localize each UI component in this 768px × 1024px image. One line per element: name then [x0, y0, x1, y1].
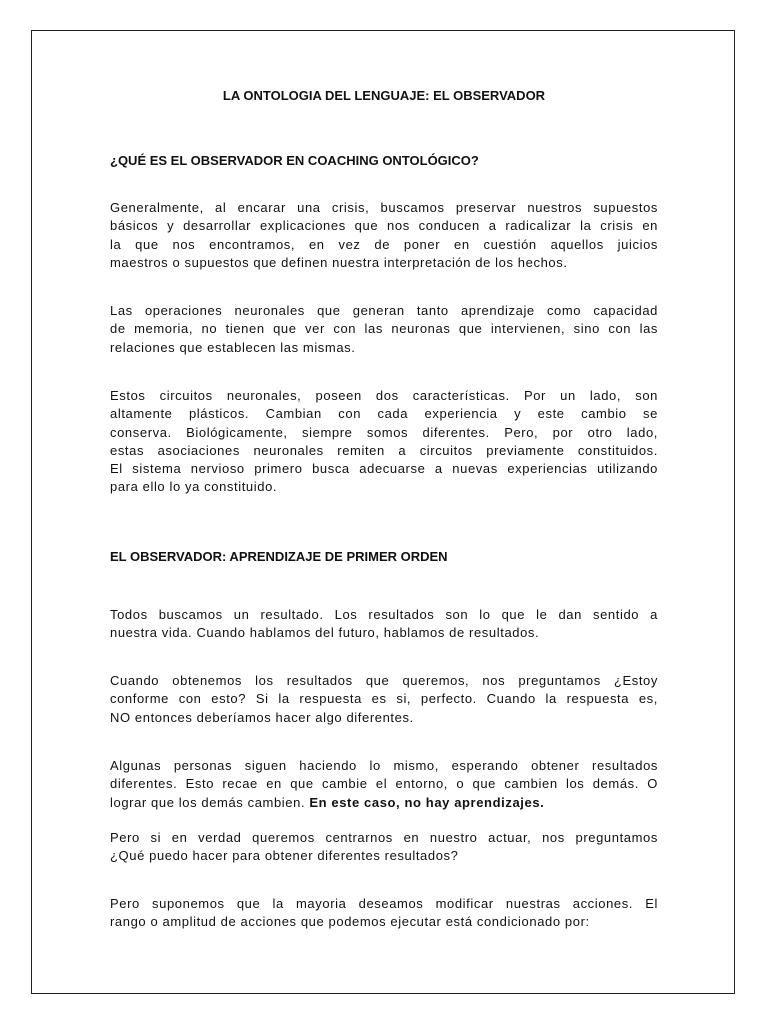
- paragraph-line: diferentes. Esto recae en que cambie el entorno, o que cambien los demás. O: [110, 776, 658, 792]
- paragraph-crisis: [110, 199, 658, 272]
- paragraph-line: Cuando obtenemos los resultados que queremos, nos preguntamos ¿Estoy: [110, 673, 658, 688]
- emphasis-text: En este caso, no hay aprendizajes.: [309, 794, 545, 810]
- paragraph-line: estas asociaciones neuronales remiten a circuitos previamente constituidos.: [110, 442, 658, 458]
- paragraph-resultados: [110, 606, 658, 643]
- paragraph-line: El sistema nervioso primero busca adecuarse a nuevas experiencias utilizando: [110, 461, 658, 477]
- paragraph-line: la que nos encontramos, en vez de poner en cuestión aquellos juicios: [110, 236, 658, 252]
- paragraph-line: Estos circuitos neuronales, poseen dos características. Por un lado, son: [110, 388, 658, 403]
- paragraph-line: maestros o supuestos que definen nuestra interpretación de los hechos.: [110, 254, 568, 270]
- paragraph-line-mixed: [110, 794, 658, 812]
- section-heading-aprendizaje-primer-orden: EL OBSERVADOR: APRENDIZAJE DE PRIMER ORDEN: [110, 549, 448, 564]
- paragraph-line: para ello lo ya constituido.: [110, 479, 278, 495]
- paragraph-rango-acciones: [110, 895, 658, 932]
- paragraph-haciendo-lo-mismo: [110, 757, 658, 812]
- document-title: LA ONTOLOGIA DEL LENGUAJE: EL OBSERVADOR: [222, 88, 546, 103]
- paragraph-line: ¿Qué puedo hacer para obtener diferentes resultados?: [110, 848, 459, 864]
- section-heading-observador-coaching: ¿QUÉ ES EL OBSERVADOR EN COACHING ONTOLÓGICO?: [110, 153, 479, 168]
- paragraph-estoy-conforme: [110, 672, 658, 727]
- paragraph-line: NO entonces deberíamos hacer algo diferentes.: [110, 709, 414, 725]
- paragraph-circuitos-neuronales: [110, 387, 658, 497]
- paragraph-text: lograr que los demás cambien.: [110, 794, 310, 810]
- paragraph-line: Generalmente, al encarar una crisis, buscamos preservar nuestros supuestos: [110, 200, 658, 215]
- paragraph-line: básicos y desarrollar explicaciones que nos conducen a radicalizar la crisis en: [110, 218, 658, 234]
- paragraph-centrarnos: [110, 829, 658, 866]
- paragraph-line: altamente plásticos. Cambian con cada experiencia y este cambio se: [110, 406, 658, 422]
- paragraph-line: rango o amplitud de acciones que podemos ejecutar está condicionado por:: [110, 914, 590, 930]
- paragraph-line: Las operaciones neuronales que generan tanto aprendizaje como capacidad: [110, 303, 658, 318]
- paragraph-operaciones-neuronales: [110, 302, 658, 357]
- paragraph-line: nuestra vida. Cuando hablamos del futuro, hablamos de resultados.: [110, 625, 540, 641]
- paragraph-line: relaciones que establecen las mismas.: [110, 339, 356, 355]
- paragraph-line: Pero suponemos que la mayoria deseamos modificar nuestras acciones. El: [110, 896, 658, 911]
- paragraph-line: conforme con esto? Si la respuesta es si, perfecto. Cuando la respuesta es,: [110, 691, 658, 707]
- paragraph-line: conserva. Biológicamente, siempre somos diferentes. Pero, por otro lado,: [110, 424, 658, 440]
- paragraph-line: de memoria, no tienen que ver con las neuronas que intervienen, sino con las: [110, 321, 658, 337]
- paragraph-line: Todos buscamos un resultado. Los resultados son lo que le dan sentido a: [110, 607, 658, 622]
- paragraph-line: Algunas personas siguen haciendo lo mismo, esperando obtener resultados: [110, 758, 658, 773]
- paragraph-line: Pero si en verdad queremos centrarnos en nuestro actuar, nos preguntamos: [110, 830, 658, 845]
